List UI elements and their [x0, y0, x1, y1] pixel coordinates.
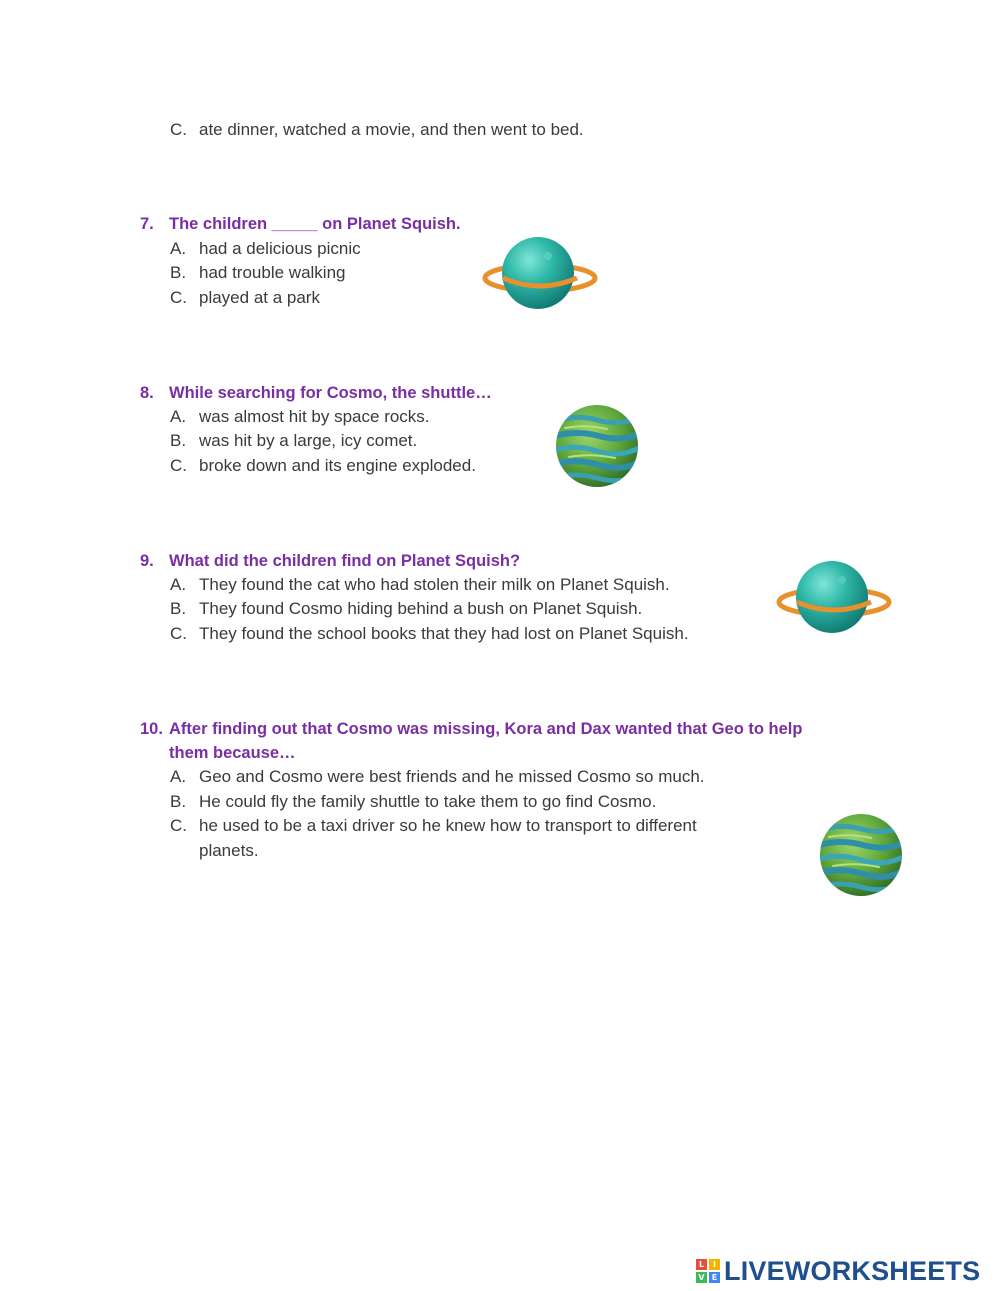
option-text: broke down and its engine exploded.: [199, 456, 476, 475]
option-text: They found the school books that they had lost on Planet Squish.: [199, 624, 689, 643]
logo-letter: E: [709, 1272, 720, 1283]
prev-option-c: [170, 119, 584, 141]
ringed-planet-icon: [482, 234, 598, 312]
option-text: he used to be a taxi driver so he knew how to transport to different: [199, 816, 697, 835]
question-text: The children _____ on Planet Squish.: [169, 215, 461, 233]
question-10-option-c-cont: [199, 840, 259, 862]
question-9-option-a[interactable]: [170, 574, 670, 596]
option-letter: C.: [170, 120, 187, 139]
question-text: them because…: [169, 744, 296, 762]
option-text: planets.: [199, 841, 259, 860]
question-10-prompt-cont: [169, 742, 296, 764]
question-7-prompt: [140, 213, 461, 235]
logo-letter: L: [696, 1259, 707, 1270]
option-letter: A.: [170, 239, 187, 258]
question-7-option-a[interactable]: [170, 238, 361, 260]
option-text: They found Cosmo hiding behind a bush on Planet Squish.: [199, 599, 643, 618]
question-9-option-c[interactable]: [170, 623, 689, 645]
question-8-prompt: [140, 382, 492, 404]
question-8-option-c[interactable]: [170, 455, 476, 477]
question-9-option-b[interactable]: [170, 598, 642, 620]
logo-letter: I: [709, 1259, 720, 1270]
question-10-prompt: [140, 718, 802, 740]
striped-planet-icon: [819, 813, 903, 897]
option-text: They found the cat who had stolen their milk on Planet Squish.: [199, 575, 670, 594]
option-text: was almost hit by space rocks.: [199, 407, 430, 426]
question-10-option-b[interactable]: [170, 791, 656, 813]
option-letter: C.: [170, 624, 187, 643]
striped-planet-icon: [555, 404, 639, 488]
option-letter: C.: [170, 288, 187, 307]
question-7-option-b[interactable]: [170, 262, 345, 284]
option-letter: A.: [170, 575, 187, 594]
question-text: While searching for Cosmo, the shuttle…: [169, 384, 492, 402]
option-text: had trouble walking: [199, 263, 346, 282]
option-letter: A.: [170, 767, 187, 786]
option-text: was hit by a large, icy comet.: [199, 431, 418, 450]
option-letter: C.: [170, 456, 187, 475]
option-text: He could fly the family shuttle to take them to go find Cosmo.: [199, 792, 657, 811]
option-letter: B.: [170, 599, 187, 618]
question-number: 10.: [140, 720, 163, 738]
question-number: 7.: [140, 215, 154, 233]
brand-logo-icon: [696, 1259, 720, 1283]
ringed-planet-icon: [776, 558, 892, 636]
question-number: 9.: [140, 552, 154, 570]
option-text: ate dinner, watched a movie, and then went to bed.: [199, 120, 584, 139]
option-letter: A.: [170, 407, 187, 426]
question-10-option-c[interactable]: [170, 815, 697, 837]
logo-letter: V: [696, 1272, 707, 1283]
option-letter: B.: [170, 431, 187, 450]
question-8-option-a[interactable]: [170, 406, 430, 428]
liveworksheets-logo[interactable]: [696, 1253, 980, 1289]
question-7-option-c[interactable]: [170, 287, 320, 309]
option-letter: B.: [170, 792, 187, 811]
question-text: What did the children find on Planet Squish?: [169, 552, 521, 570]
option-letter: B.: [170, 263, 187, 282]
question-text: After finding out that Cosmo was missing, Kora and Dax wanted that Geo to help: [169, 720, 803, 738]
question-number: 8.: [140, 384, 154, 402]
option-text: had a delicious picnic: [199, 239, 361, 258]
question-10-option-a[interactable]: [170, 766, 705, 788]
option-text: Geo and Cosmo were best friends and he missed Cosmo so much.: [199, 767, 705, 786]
question-8-option-b[interactable]: [170, 430, 417, 452]
question-9-prompt: [140, 550, 520, 572]
option-text: played at a park: [199, 288, 320, 307]
brand-name: LIVEWORKSHEETS: [724, 1255, 981, 1286]
option-letter: C.: [170, 816, 187, 835]
